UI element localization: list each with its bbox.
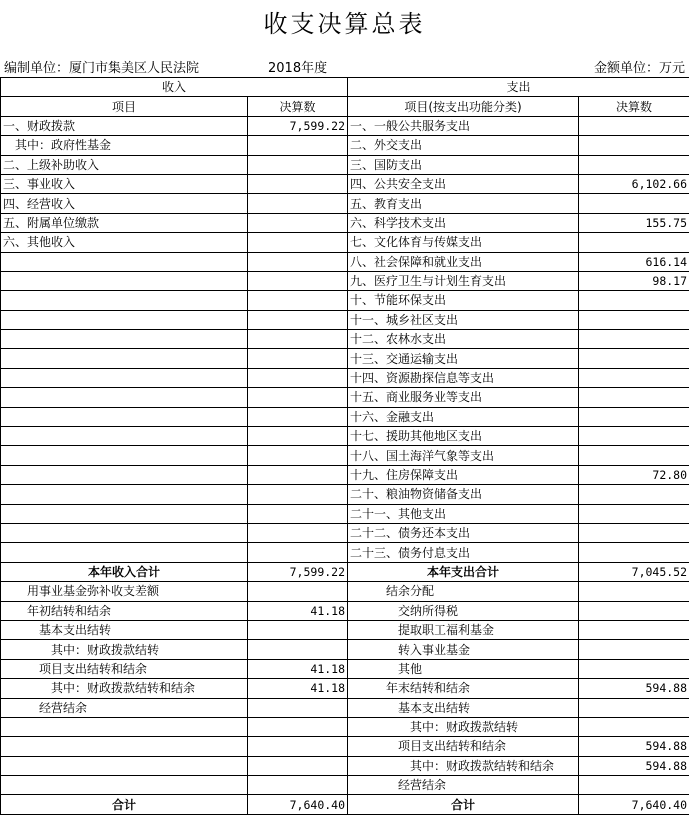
page-title: 收支决算总表 (0, 4, 689, 39)
table-row (1, 620, 689, 639)
income-item-cell: 五、附属单位缴款 (1, 213, 248, 232)
expense-item-cell: 九、医疗卫生与计划生育支出 (348, 271, 579, 290)
expense-amount-cell (579, 291, 689, 310)
expense-amount-cell: 6,102.66 (579, 174, 689, 193)
expense-amount-header: 决算数 (579, 97, 689, 116)
income-amount-cell (248, 523, 348, 542)
income-item-cell (1, 427, 248, 446)
income-item-cell (1, 485, 248, 504)
table-row (1, 271, 689, 290)
expense-amount-cell (579, 659, 689, 678)
expense-item-cell: 十一、城乡社区支出 (348, 310, 579, 329)
expense-amount-cell (579, 485, 689, 504)
table-row (1, 582, 689, 601)
table-row (1, 155, 689, 174)
income-amount-cell (248, 756, 348, 775)
expense-item-cell: 六、科学技术支出 (348, 213, 579, 232)
expense-amount-cell: 594.88 (579, 679, 689, 698)
expense-header: 支出 (348, 78, 689, 97)
income-amount-cell (248, 330, 348, 349)
income-amount-cell: 7,599.22 (248, 116, 348, 135)
table-row (1, 407, 689, 426)
expense-amount-cell (579, 504, 689, 523)
table-row (1, 795, 689, 814)
income-item-cell: 年初结转和结余 (1, 601, 248, 620)
income-amount-cell (248, 446, 348, 465)
table-row (1, 717, 689, 736)
expense-item-cell: 基本支出结转 (348, 698, 579, 717)
income-amount-cell (248, 543, 348, 562)
income-amount-cell (248, 291, 348, 310)
expense-amount-cell (579, 698, 689, 717)
income-amount-cell (248, 465, 348, 484)
income-item-cell (1, 330, 248, 349)
expense-item-cell: 八、社会保障和就业支出 (348, 252, 579, 271)
income-amount-cell (248, 698, 348, 717)
expense-amount-cell (579, 233, 689, 252)
income-item-cell: 其中：财政拨款结转 (1, 640, 248, 659)
expense-item-cell: 三、国防支出 (348, 155, 579, 174)
income-item-cell (1, 252, 248, 271)
table-row (1, 213, 689, 232)
expense-item-cell: 十四、资源勘探信息等支出 (348, 368, 579, 387)
income-item-cell: 一、财政拨款 (1, 116, 248, 135)
table-row (1, 776, 689, 795)
expense-amount-cell: 98.17 (579, 271, 689, 290)
expense-amount-cell (579, 776, 689, 795)
income-item-cell: 基本支出结转 (1, 620, 248, 639)
expense-amount-cell: 7,045.52 (579, 562, 689, 581)
table-row (1, 252, 689, 271)
expense-amount-cell (579, 543, 689, 562)
expense-item-cell: 年末结转和结余 (348, 679, 579, 698)
expense-item-cell: 十二、农林水支出 (348, 330, 579, 349)
income-item-cell (1, 504, 248, 523)
income-item-header: 项目 (1, 97, 248, 116)
income-header: 收入 (1, 78, 348, 97)
income-amount-cell (248, 407, 348, 426)
section-header-row (1, 78, 689, 97)
income-item-cell (1, 717, 248, 736)
expense-item-cell: 项目支出结转和结余 (348, 737, 579, 756)
fiscal-year: 2018年度 (268, 57, 327, 76)
expense-amount-cell (579, 620, 689, 639)
table-row (1, 388, 689, 407)
table-row (1, 679, 689, 698)
income-item-cell (1, 271, 248, 290)
income-amount-cell (248, 776, 348, 795)
expense-item-cell: 二十三、债务付息支出 (348, 543, 579, 562)
income-item-cell (1, 446, 248, 465)
income-amount-cell (248, 388, 348, 407)
expense-amount-cell (579, 349, 689, 368)
income-item-cell (1, 737, 248, 756)
table-row (1, 349, 689, 368)
table-row (1, 233, 689, 252)
expense-amount-cell (579, 427, 689, 446)
expense-item-cell: 十五、商业服务业等支出 (348, 388, 579, 407)
expense-amount-cell (579, 717, 689, 736)
table-row (1, 174, 689, 193)
income-item-cell (1, 776, 248, 795)
expense-item-cell: 五、教育支出 (348, 194, 579, 213)
income-amount-cell (248, 717, 348, 736)
expense-amount-cell (579, 640, 689, 659)
income-item-cell: 其中：财政拨款结转和结余 (1, 679, 248, 698)
income-amount-cell (248, 252, 348, 271)
income-item-cell: 四、经营收入 (1, 194, 248, 213)
income-amount-cell (248, 349, 348, 368)
income-item-cell (1, 465, 248, 484)
income-amount-cell (248, 427, 348, 446)
income-item-cell (1, 349, 248, 368)
expense-item-cell: 二十、粮油物资储备支出 (348, 485, 579, 504)
income-item-cell (1, 756, 248, 775)
table-row (1, 659, 689, 678)
expense-item-cell: 十九、住房保障支出 (348, 465, 579, 484)
expense-amount-cell (579, 155, 689, 174)
income-amount-cell (248, 194, 348, 213)
income-amount-cell: 41.18 (248, 601, 348, 620)
table-row (1, 194, 689, 213)
income-amount-cell (248, 213, 348, 232)
expense-item-cell: 四、公共安全支出 (348, 174, 579, 193)
expense-amount-cell (579, 194, 689, 213)
table-row (1, 504, 689, 523)
expense-amount-cell (579, 388, 689, 407)
table-row (1, 116, 689, 135)
expense-item-cell: 七、文化体育与传媒支出 (348, 233, 579, 252)
table-row (1, 485, 689, 504)
income-amount-header: 决算数 (248, 97, 348, 116)
income-item-cell (1, 368, 248, 387)
expense-amount-cell (579, 582, 689, 601)
income-amount-cell (248, 136, 348, 155)
table-row (1, 465, 689, 484)
income-amount-cell: 41.18 (248, 679, 348, 698)
income-amount-cell (248, 271, 348, 290)
currency-unit: 金额单位：万元 (594, 57, 685, 76)
expense-item-cell: 其中：财政拨款结转 (348, 717, 579, 736)
column-header-row (1, 97, 689, 116)
table-row (1, 640, 689, 659)
expense-item-cell: 交纳所得税 (348, 601, 579, 620)
table-row (1, 368, 689, 387)
expense-item-cell: 十八、国土海洋气象等支出 (348, 446, 579, 465)
expense-amount-cell (579, 330, 689, 349)
expense-amount-cell: 72.80 (579, 465, 689, 484)
income-item-cell (1, 523, 248, 542)
table-row (1, 136, 689, 155)
expense-item-cell: 合计 (348, 795, 579, 814)
reporting-unit: 编制单位：厦门市集美区人民法院 (4, 57, 199, 76)
expense-amount-cell (579, 116, 689, 135)
income-item-cell: 经营结余 (1, 698, 248, 717)
expense-item-header: 项目(按支出功能分类) (348, 97, 579, 116)
table-row (1, 543, 689, 562)
income-amount-cell (248, 582, 348, 601)
expense-amount-cell (579, 136, 689, 155)
table-row (1, 562, 689, 581)
expense-amount-cell (579, 446, 689, 465)
table-row (1, 330, 689, 349)
income-item-cell (1, 407, 248, 426)
income-item-cell: 三、事业收入 (1, 174, 248, 193)
income-item-cell: 合计 (1, 795, 248, 814)
income-item-cell (1, 543, 248, 562)
income-amount-cell (248, 368, 348, 387)
expense-item-cell: 十六、金融支出 (348, 407, 579, 426)
expense-item-cell: 转入事业基金 (348, 640, 579, 659)
income-item-cell: 六、其他收入 (1, 233, 248, 252)
expense-amount-cell (579, 523, 689, 542)
income-item-cell: 其中：政府性基金 (1, 136, 248, 155)
table-row (1, 310, 689, 329)
table-row (1, 291, 689, 310)
expense-amount-cell: 594.88 (579, 737, 689, 756)
expense-amount-cell (579, 368, 689, 387)
expense-item-cell: 其他 (348, 659, 579, 678)
budget-table (0, 77, 689, 815)
expense-item-cell: 一、一般公共服务支出 (348, 116, 579, 135)
table-row (1, 737, 689, 756)
income-amount-cell (248, 174, 348, 193)
expense-item-cell: 二十二、债务还本支出 (348, 523, 579, 542)
expense-item-cell: 提取职工福利基金 (348, 620, 579, 639)
expense-amount-cell (579, 601, 689, 620)
expense-amount-cell: 7,640.40 (579, 795, 689, 814)
expense-amount-cell (579, 407, 689, 426)
income-item-cell (1, 291, 248, 310)
income-item-cell: 本年收入合计 (1, 562, 248, 581)
income-item-cell: 用事业基金弥补收支差额 (1, 582, 248, 601)
expense-item-cell: 结余分配 (348, 582, 579, 601)
income-item-cell (1, 310, 248, 329)
table-row (1, 427, 689, 446)
table-row (1, 601, 689, 620)
expense-item-cell: 二、外交支出 (348, 136, 579, 155)
income-amount-cell (248, 620, 348, 639)
expense-item-cell: 十、节能环保支出 (348, 291, 579, 310)
expense-amount-cell: 616.14 (579, 252, 689, 271)
table-row (1, 446, 689, 465)
expense-amount-cell (579, 310, 689, 329)
income-amount-cell (248, 737, 348, 756)
expense-item-cell: 十七、援助其他地区支出 (348, 427, 579, 446)
income-amount-cell (248, 640, 348, 659)
income-amount-cell (248, 310, 348, 329)
income-item-cell: 二、上级补助收入 (1, 155, 248, 174)
expense-amount-cell: 594.88 (579, 756, 689, 775)
expense-amount-cell: 155.75 (579, 213, 689, 232)
expense-item-cell: 本年支出合计 (348, 562, 579, 581)
expense-item-cell: 其中：财政拨款结转和结余 (348, 756, 579, 775)
income-amount-cell (248, 233, 348, 252)
income-amount-cell (248, 504, 348, 523)
table-row (1, 523, 689, 542)
income-item-cell: 项目支出结转和结余 (1, 659, 248, 678)
table-row (1, 698, 689, 717)
income-amount-cell: 7,640.40 (248, 795, 348, 814)
income-amount-cell (248, 155, 348, 174)
expense-item-cell: 十三、交通运输支出 (348, 349, 579, 368)
expense-item-cell: 二十一、其他支出 (348, 504, 579, 523)
income-amount-cell (248, 485, 348, 504)
table-row (1, 756, 689, 775)
income-amount-cell: 41.18 (248, 659, 348, 678)
income-amount-cell: 7,599.22 (248, 562, 348, 581)
income-item-cell (1, 388, 248, 407)
expense-item-cell: 经营结余 (348, 776, 579, 795)
